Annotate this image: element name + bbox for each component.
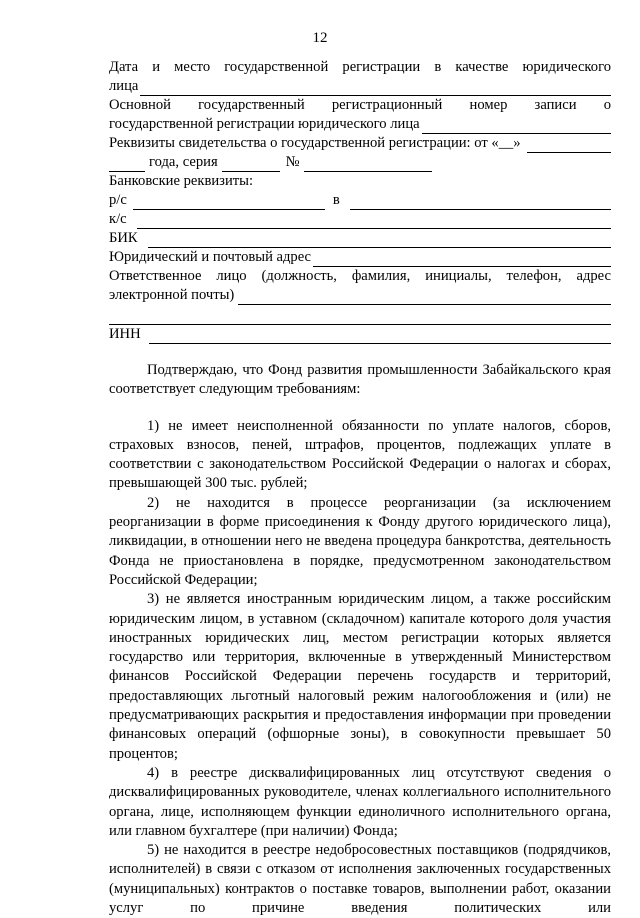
cert-year-label: года, серия xyxy=(149,154,218,170)
cert-number-field[interactable] xyxy=(304,157,432,172)
inn-label: ИНН xyxy=(109,326,141,342)
rs-field[interactable] xyxy=(133,195,325,210)
responsible-field[interactable] xyxy=(238,290,611,305)
requirement-item-2: 2) не находится в процессе реорганизации (за исключением реорганизации в форме присоединения к Фонду другого юридического лица), ликвидации, в отношении него не введена процедура банкротства, деятельность Фонда не приостановлена в порядке, предусмотренном законодательством Российской Федерации; xyxy=(109,494,611,588)
requirement-item-3: 3) не является иностранным юридическим лицом, а также российским юридическим лицом, в уставном (складочном) капитале которого доля участия иностранных юридических лиц, местом регистрации которых является государство или территория, включенные в утвержденный Министерством финансов Российской Федерации перечень государств и территорий, предоставляющих льготный налоговый режим налогообложения и (или) не предусматривающих раскрытия и предоставления информации при проведении финансовых операций (офшорные зоны), в совокупности превышает 50 процентов; xyxy=(109,591,611,762)
bik-label: БИК xyxy=(109,230,138,246)
address-field[interactable] xyxy=(313,252,611,267)
responsible-label: Ответственное лицо (должность, фамилия, инициалы, телефон, адрес xyxy=(109,268,611,284)
bik-field[interactable] xyxy=(148,233,611,248)
reg-date-label: Дата и место государственной регистрации в качестве юридического xyxy=(109,59,611,75)
reg-date-line-2 xyxy=(109,77,611,96)
cert-date-field[interactable] xyxy=(527,138,611,153)
bank-name-field[interactable] xyxy=(350,195,611,210)
form-content xyxy=(109,58,611,918)
reg-date-label-2: лица xyxy=(109,78,139,94)
cert-series-field[interactable] xyxy=(222,157,280,172)
responsible-label-2: электронной почты) xyxy=(109,287,235,303)
bik-line xyxy=(109,229,611,248)
requirement-item-5: 5) не находится в реестре недобросовестных поставщиков (подрядчиков, исполнителей) в связи с отказом от исполнения заключенных государственных (муниципальных) контрактов о поставке товаров, выполнении работ, оказании услуг по причине введения политических или xyxy=(109,842,611,917)
ogrn-line-1 xyxy=(109,96,611,115)
reg-date-line-1 xyxy=(109,58,611,77)
responsible-extra-field[interactable] xyxy=(109,305,611,325)
address-line xyxy=(109,248,611,267)
requirement-item-4: 4) в реестре дисквалифицированных лиц отсутствуют сведения о дисквалифицированных руководителе, членах коллегиального исполнительного органа, лице, исполняющем функции единоличного исполнительного органа, или главном бухгалтере (при наличии) Фонда; xyxy=(109,764,611,839)
responsible-line-2 xyxy=(109,286,611,305)
ogrn-label: Основной государственный регистрационный номер записи о xyxy=(109,97,611,113)
responsible-line-1 xyxy=(109,267,611,286)
reg-date-field[interactable] xyxy=(140,81,611,96)
ks-field[interactable] xyxy=(137,214,611,229)
cert-line-1 xyxy=(109,134,611,153)
bank-title-line xyxy=(109,172,611,191)
rs-label: р/с xyxy=(109,192,127,208)
rs-line xyxy=(109,191,611,210)
requirement-item-1: 1) не имеет неисполненной обязанности по уплате налогов, сборов, страховых взносов, пеней, штрафов, процентов, подлежащих уплате в соответствии с законодательством Российской Федерации о налогах и сборах, превышающей 300 тыс. рублей; xyxy=(109,417,611,492)
cert-label: Реквизиты свидетельства о государственной регистрации: от «__» xyxy=(109,135,521,151)
page-number: 12 xyxy=(312,30,328,46)
cert-number-label: № xyxy=(285,154,300,170)
intro-paragraph: Подтверждаю, что Фонд развития промышленности Забайкальского края соответствует следующим требованиям: xyxy=(109,362,611,398)
bank-title: Банковские реквизиты: xyxy=(109,173,253,189)
cert-year-field[interactable] xyxy=(109,157,145,172)
inn-field[interactable] xyxy=(149,329,611,344)
cert-line-2 xyxy=(109,153,611,172)
ogrn-label-2: государственной регистрации юридического лица xyxy=(109,116,420,132)
ogrn-line-2 xyxy=(109,115,611,134)
inn-line xyxy=(109,325,611,344)
ks-label: к/с xyxy=(109,211,127,227)
bank-in-label: в xyxy=(332,192,340,208)
address-label: Юридический и почтовый адрес xyxy=(109,249,312,265)
ogrn-field[interactable] xyxy=(422,119,611,134)
ks-line xyxy=(109,210,611,229)
